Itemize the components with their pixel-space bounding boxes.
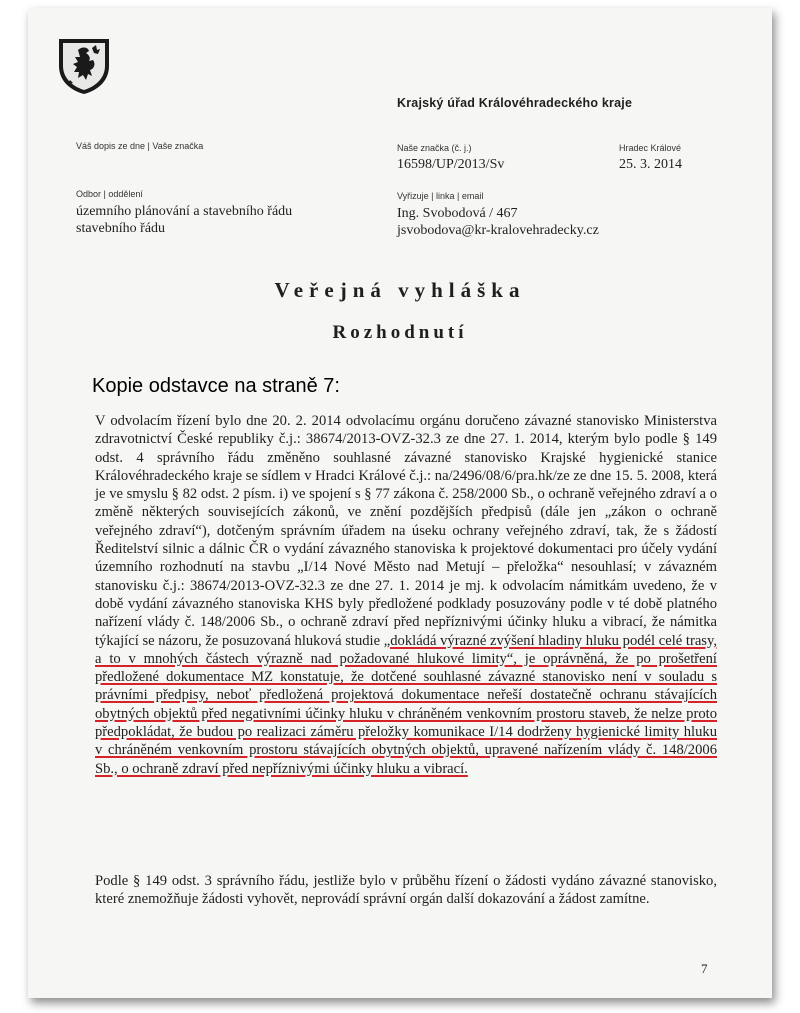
nase-znacka-value: 16598/UP/2013/Sv [397, 157, 505, 172]
copy-annotation: Kopie odstavce na straně 7: [92, 375, 340, 397]
odbor-value-1: územního plánování a stavebního řádu [76, 204, 293, 219]
document-title: Veřejná vyhláška [274, 278, 526, 302]
page-number: 7 [701, 961, 708, 976]
paragraph-1-text: V odvolacím řízení bylo dne 20. 2. 2014 odvolacímu orgánu doručeno závazné stanovisko Ministerstva zdravotnictví České republiky č.j.: 38674/2013-OVZ-32.3 ze dne 27. 1. 2014, kterým bylo podle § 149 odst. 4 správního řádu změněno souhlasné závazné stanovisko Krajské hygienické stanice Královéhradeckého kraje se sídlem v Hradci Králové č.j.: na/2496/08/6/pra.hk/ze ze dne 15. 5. 2008, která je ve smyslu § 82 odst. 2 písm. i) ve spojení s § 77 zákona č. 258/2000 Sb., o ochraně veřejného zdraví a o změně některých souvisejících zákonů, ve znění pozdějších předpisů (dále jen „zákon o ochraně veřejného zdraví“), dotčeným správním úřadem na úseku ochrany veřejného zdraví, tak, že s žádostí Ředitelství silnic a dálnic ČR o vydání závazného stanoviska k projektové dokumentaci pro účely vydání územního rozhodnutí na stavbu „I/14 Nové Město nad Metují – přeložka“ nesouhlasí; v závazném stanovisku č.j.: 38674/2013-OVZ-32.3 ze dne 27. 1. 2014 je mj. k odvolacím námitkám uvedeno, že v době vydání závazného stanoviska KHS byly předložené podklady posuzovány podle v té době platného nařízení vlády č. 148/2006 Sb., o ochraně zdraví před nepříznivými účinky hluku a vibrací, že námitka týkající se názoru, že posuzovaná hluková studie [95, 413, 717, 649]
paragraph-1 [95, 412, 717, 778]
date-value: 25. 3. 2014 [619, 157, 682, 172]
odbor-value-2: stavebního řádu [76, 221, 166, 236]
odbor-label: Odbor | oddělení [76, 189, 143, 199]
paragraph-1-highlighted: „dokládá výrazné zvýšení hladiny hluku podél celé trasy, a to v mnohých částech výrazně nad požadované hlukové limity“, je oprávněná, že po prošetření předložené dokumentace MZ konstatuje, že dotčené souhlasné závazné stanovisko není v souladu s právními předpisy, neboť předložená projektová dokumentace neřeší dostatečně ochranu stávajících obytných objektů před negativními účinky hluku v chráněném venkovním prostoru staveb, že nelze proto předpokládat, že budou po realizaci záměru přeložky komunikace I/14 dodrženy hygienické limity hluku v chráněném venkovním prostoru stávajících obytných objektů, upravené nařízením vlády č. 148/2006 Sb., o ochraně zdraví před nepříznivými účinky hluku a vibrací. [95, 632, 717, 777]
place-label: Hradec Králové [619, 143, 682, 153]
document-subtitle: Rozhodnutí [332, 322, 468, 343]
nase-znacka-label: Naše značka (č. j.) [397, 143, 472, 153]
email-value: jsvobodova@kr-kralovehradecky.cz [397, 223, 599, 238]
paragraph-2: Podle § 149 odst. 3 správního řádu, jestliže bylo v průběhu řízení o žádosti vydáno závazné stanovisko, které znemožňuje žádosti vyhovět, neprovádí správní orgán další dokazování a žádost zamítne. [95, 873, 717, 908]
authority-name: Krajský úřad Královéhradeckého kraje [397, 96, 633, 110]
vas-dopis-label: Váš dopis ze dne | Vaše značka [76, 141, 204, 151]
document-page [28, 8, 772, 998]
vyrizuje-label: Vyřizuje | linka | email [397, 191, 484, 201]
vyrizuje-value: Ing. Svobodová / 467 [397, 206, 518, 221]
coat-of-arms-lion-icon [56, 36, 112, 96]
